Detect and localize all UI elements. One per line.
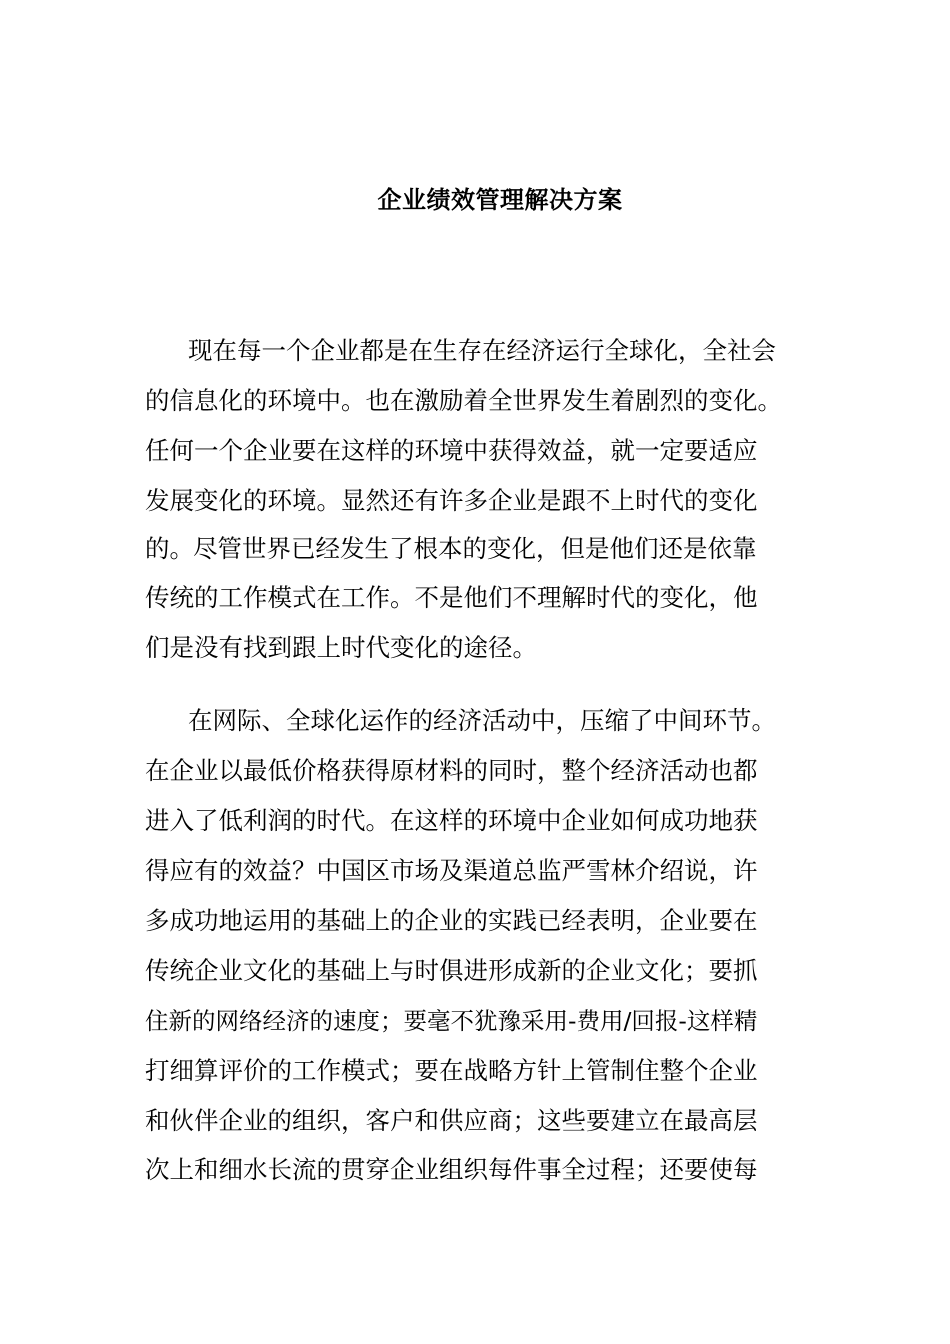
paragraph-line: 传统企业文化的基础上与时俱进形成新的企业文化；要抓 <box>145 956 758 985</box>
paragraph-line: 发展变化的环境。显然还有许多企业是跟不上时代的变化 <box>145 486 758 515</box>
paragraph-line: 任何一个企业要在这样的环境中获得效益，就一定要适应 <box>145 436 758 465</box>
paragraph-line: 次上和细水长流的贯穿企业组织每件事全过程；还要使每 <box>145 1155 758 1184</box>
paragraph-line: 得应有的效益？中国区市场及渠道总监严雪林介绍说，许 <box>145 856 758 885</box>
paragraph-line: 打细算评价的工作模式；要在战略方针上管制住整个企业 <box>145 1056 758 1085</box>
paragraph-line: 的。 <box>145 534 194 563</box>
paragraph-line: 尽管世界已经发生了根本的变化，但是他们还是依靠 <box>193 534 757 563</box>
paragraph-line: 传统的工作模式在工作。不是他们不理解时代的变化，他 <box>145 583 758 612</box>
paragraph-line: 进入了低利润的时代。在这样的环境中企业如何成功地获 <box>145 806 758 835</box>
paragraph-line: 在网际、全球化运作的经济活动中，压缩了中间环节。 <box>188 706 776 735</box>
paragraph-line: 多成功地运用的基础上的企业的实践已经表明，企业要在 <box>145 906 758 935</box>
paragraph-line: 的信息化的环境中。也在激励着全世界发生着剧烈的变化。 <box>145 386 782 415</box>
paragraph-line: 和伙伴企业的组织，客户和供应商；这些要建立在最高层 <box>145 1106 758 1135</box>
paragraph-line: 在企业以最低价格获得原材料的同时，整个经济活动也都 <box>145 756 758 785</box>
paragraph-line: 现在每一个企业都是在生存在经济运行全球化，全社会 <box>188 336 776 365</box>
paragraph-line: 住新的网络经济的速度；要毫不犹豫采用-费用/回报-这样精 <box>145 1007 758 1035</box>
document-title: 企业绩效管理解决方案 <box>377 186 623 214</box>
paragraph-line: 们是没有找到跟上时代变化的途径。 <box>145 633 537 662</box>
